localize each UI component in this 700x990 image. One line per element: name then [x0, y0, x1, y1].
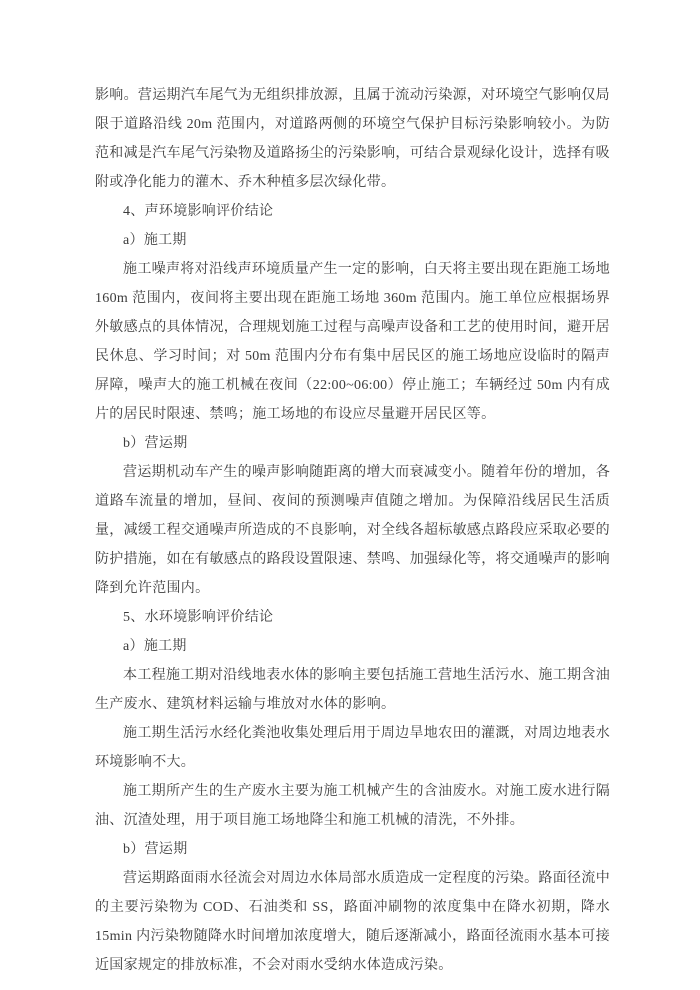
paragraph-road-runoff: 营运期路面雨水径流会对周边水体局部水质造成一定程度的污染。路面径流中的主要污染物为 COD、石油类和 SS，路面冲刷物的浓度集中在降水初期，降水 15min 内污染物随降水时间增加浓度增大，随后逐渐减小，路面径流雨水基本可接近国家规定的排放标准，不会对雨水受纳水体造成污染。 [95, 871, 610, 973]
paragraph-construction-noise: 施工噪声将对沿线声环境质量产生一定的影响，白天将主要出现在距施工场地 160m 范围内，夜间将主要出现在距施工场地 360m 范围内。施工单位应根据场界外敏感点的具体情况，合理规划施工过程与高噪声设备和工艺的使用时间，避开居民休息、学习时间；对 50m 范围内分布有集中居民区的施工场地应设临时的隔声屏障，噪声大的施工机械在夜间（22:00~06:00）停止施工；车辆经过 50m 内有成片的居民时限速、禁鸣；施工场地的布设应尽量避开居民区等。 [95, 262, 610, 422]
section-heading-water-conclusion: 5、水环境影响评价结论 [123, 610, 274, 625]
sub-heading-construction-period-water: a）施工期 [123, 639, 187, 654]
document-page [95, 81, 610, 980]
paragraph-oily-wastewater: 施工期所产生的生产废水主要为施工机械产生的含油废水。对施工废水进行隔油、沉渣处理，用于项目施工场地降尘和施工机械的清洗，不外排。 [95, 784, 610, 828]
paragraph-domestic-sewage: 施工期生活污水经化粪池收集处理后用于周边旱地农田的灌溉，对周边地表水环境影响不大。 [95, 726, 610, 770]
sub-heading-operation-period-noise: b）营运期 [123, 436, 188, 451]
sub-heading-construction-period-noise: a）施工期 [123, 233, 187, 248]
section-heading-noise-conclusion: 4、声环境影响评价结论 [123, 204, 274, 219]
paragraph-construction-water-impact: 本工程施工期对沿线地表水体的影响主要包括施工营地生活污水、施工期含油生产废水、建筑材料运输与堆放对水体的影响。 [95, 668, 610, 712]
paragraph-air-impact-continuation: 影响。营运期汽车尾气为无组织排放源，且属于流动污染源，对环境空气影响仅局限于道路沿线 20m 范围内，对道路两侧的环境空气保护目标污染影响较小。为防范和减是汽车尾气污染物及道路扬尘的污染影响，可结合景观绿化设计，选择有吸附或净化能力的灌木、乔木种植多层次绿化带。 [95, 88, 610, 190]
paragraph-operation-noise: 营运期机动车产生的噪声影响随距离的增大而衰减变小。随着年份的增加，各道路车流量的增加，昼间、夜间的预测噪声值随之增加。为保障沿线居民生活质量，减缓工程交通噪声所造成的不良影响，对全线各超标敏感点路段应采取必要的防护措施，如在有敏感点的路段设置限速、禁鸣、加强绿化等，将交通噪声的影响降到允许范围内。 [95, 465, 610, 596]
sub-heading-operation-period-water: b）营运期 [123, 842, 188, 857]
